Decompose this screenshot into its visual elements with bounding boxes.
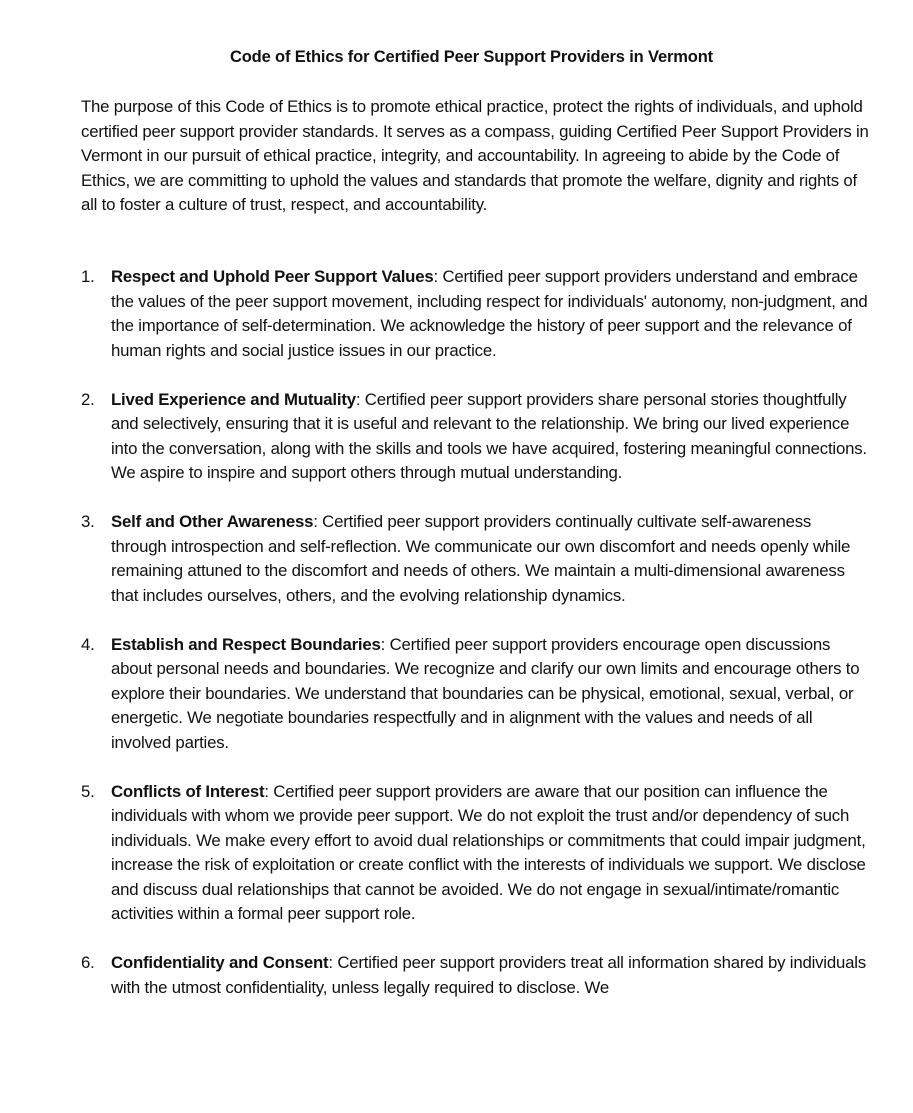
list-item [81, 633, 871, 756]
intro-paragraph: The purpose of this Code of Ethics is to promote ethical practice, protect the rights of individuals, and uphold certified peer support provider standards. It serves as a compass, guiding Certified Peer Support Providers in Vermont in our pursuit of ethical practice, integrity, and accountability. In agreeing to abide by the Code of Ethics, we are committing to uphold the values and standards that promote the welfare, dignity and rights of all to foster a culture of trust, respect, and accountability. [81, 97, 869, 214]
item-heading: Self and Other Awareness [111, 512, 314, 531]
item-number: 3. [81, 512, 95, 531]
item-text: : Certified peer support providers share personal stories thoughtfully and selectively, ensuring that it is useful and relevant to the relationship. We bring our lived experience into the conversation, along with the skills and tools we have acquired, fostering meaningful connections. We aspire to inspire and support others through mutual understanding. [111, 389, 867, 482]
item-text: : Certified peer support providers encourage open discussions about personal needs and boundaries. We recognize and clarify our own limits and encourage others to explore their boundaries. We understand that boundaries can be physical, emotional, sexual, verbal, or energetic. We negotiate boundaries respectfully and in alignment with the values and needs of all involved parties. [111, 634, 860, 752]
item-number: 2. [81, 389, 95, 409]
item-number: 1. [81, 267, 95, 286]
list-item [81, 388, 871, 486]
item-heading: Conflicts of Interest [111, 781, 265, 801]
list-item [81, 510, 871, 608]
item-number: 6. [81, 953, 95, 972]
item-heading: Establish and Respect Boundaries [111, 634, 381, 654]
item-text: : Certified peer support providers understand and embrace the values of the peer support movement, including respect for individuals' autonomy, non-judgment, and the importance of self-determination. We acknowledge the history of peer support and the relevance of human rights and social justice issues in our practice. [111, 267, 868, 360]
item-text: : Certified peer support providers are aware that our position can influence the individuals with whom we provide peer support. We do not exploit the trust and/or dependency of such individuals. We make every effort to avoid dual relationships or commitments that could impair judgment, increase the risk of exploitation or create conflict with the interests of individuals we support. We disclose and discuss dual relationships that cannot be avoided. We do not engage in sexual/intimate/romantic activities within a formal peer support role. [111, 781, 866, 923]
item-text: : Certified peer support providers treat all information shared by individuals with the utmost confidentiality, unless legally required to disclose. We [111, 953, 866, 997]
document-title: Code of Ethics for Certified Peer Support Providers in Vermont [229, 48, 714, 66]
list-item [81, 951, 871, 1000]
item-heading: Respect and Uphold Peer Support Values [111, 267, 434, 286]
item-number: 5. [81, 781, 95, 801]
item-heading: Lived Experience and Mutuality [111, 389, 356, 409]
ethics-list [81, 265, 871, 1025]
item-text: : Certified peer support providers continually cultivate self-awareness through introspection and self-reflection. We communicate our own discomfort and needs openly while remaining attuned to the discomfort and needs of others. We maintain a multi-dimensional awareness that includes ourselves, others, and the evolving relationship dynamics. [111, 512, 851, 605]
list-item [81, 780, 871, 927]
item-number: 4. [81, 634, 95, 654]
item-heading: Confidentiality and Consent [111, 953, 329, 972]
list-item [81, 265, 871, 363]
